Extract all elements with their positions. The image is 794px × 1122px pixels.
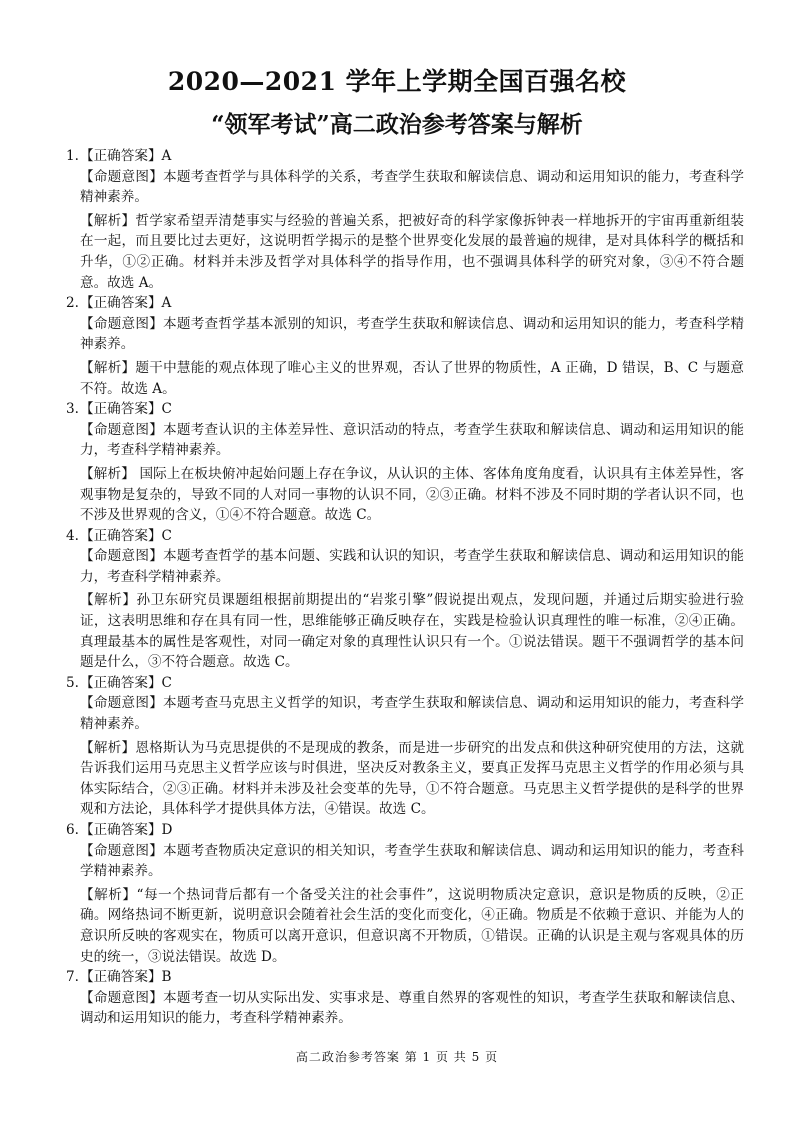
question-7 bbox=[66, 967, 744, 1029]
correct-answer: 【正确答案】B bbox=[80, 969, 172, 986]
question-number: 3. bbox=[66, 401, 79, 418]
document-subtitle: “领军考试”高二政治参考答案与解析 bbox=[211, 111, 583, 138]
question-1 bbox=[66, 146, 744, 293]
question-4 bbox=[66, 526, 744, 673]
correct-answer: 【正确答案】A bbox=[80, 295, 172, 312]
question-intent: 【命题意图】本题考查马克思主义哲学的知识，考查学生获取和解读信息、调动和运用知识的能力，考查科学精神素养。 bbox=[80, 695, 744, 733]
question-intent: 【命题意图】本题考查哲学与具体科学的关系，考查学生获取和解读信息、调动和运用知识的能力，考查科学精神素养。 bbox=[80, 168, 744, 206]
question-number: 1. bbox=[66, 148, 79, 164]
question-analysis: 【解析】恩格斯认为马克思提供的不是现成的教条，而是进一步研究的出发点和供这种研究使用的方法，这就告诉我们运用马克思主义哲学应该与时俱进，坚决反对教条主义，要真正发挥马克思主义哲学的作用必须与具体实际结合，②③正确。材料并未涉及社会变革的先导，①不符合题意。马克思主义哲学提供的是科学的世界观和方法论，具体科学才提供具体方法，④错误。故选 C。 bbox=[80, 739, 744, 818]
question-analysis: 【解析】 国际上在板块俯冲起始问题上存在争议，从认识的主体、客体角度角度看，认识具有主体差异性，客观事物是复杂的，导致不同的人对同一事物的认识不同，②③正确。材料不涉及不同时期的学者认识不同，也不涉及世界观的含义，①④不符合题意。故选 C。 bbox=[80, 465, 744, 524]
question-intent: 【命题意图】本题考查一切从实际出发、实事求是、尊重自然界的客观性的知识，考查学生获取和解读信息、调动和运用知识的能力，考查科学精神素养。 bbox=[80, 989, 744, 1027]
question-number: 7. bbox=[66, 969, 79, 986]
question-intent: 【命题意图】本题考查认识的主体差异性、意识活动的特点，考查学生获取和解读信息、调动和运用知识的能力，考查科学精神素养。 bbox=[80, 421, 744, 459]
question-analysis: 【解析】题干中慧能的观点体现了唯心主义的世界观，否认了世界的物质性，A 正确，D 错误，B、C 与题意不符。故选 A。 bbox=[80, 359, 744, 397]
question-5 bbox=[66, 673, 744, 820]
correct-answer: 【正确答案】A bbox=[80, 148, 172, 164]
question-analysis: 【解析】哲学家希望弄清楚事实与经验的普遍关系，把被好奇的科学家像拆钟表一样地拆开的宇宙再重新组装在一起，而且要比过去更好，这说明哲学揭示的是整个世界变化发展的最普遍的规律，是对具体科学的概括和升华，①②正确。材料并未涉及哲学对具体科学的指导作用，也不强调具体科学的研究对象，③④不符合题意。故选 A。 bbox=[80, 212, 744, 291]
question-analysis: 【解析】孙卫东研究员课题组根据前期提出的“岩浆引擎”假说提出观点，发现问题，并通过后期实验进行验证，这表明思维和存在具有同一性，思维能够正确反映存在，实践是检验认识真理性的唯一标准，②④正确。真理最基本的属性是客观性，对同一确定对象的真理性认识只有一个。①说法错误。题干不强调哲学的基本问题是什么，③不符合题意。故选 C。 bbox=[80, 592, 744, 671]
question-intent: 【命题意图】本题考查哲学基本派别的知识，考查学生获取和解读信息、调动和运用知识的能力，考查科学精神素养。 bbox=[80, 315, 744, 353]
question-2 bbox=[66, 293, 744, 399]
correct-answer: 【正确答案】C bbox=[80, 401, 172, 418]
question-number: 2. bbox=[66, 295, 79, 312]
correct-answer: 【正确答案】D bbox=[80, 822, 173, 838]
question-number: 6. bbox=[66, 822, 79, 838]
question-intent: 【命题意图】本题考查哲学的基本问题、实践和认识的知识，考查学生获取和解读信息、调动和运用知识的能力，考查科学精神素养。 bbox=[80, 548, 744, 585]
question-intent: 【命题意图】本题考查物质决定意识的相关知识，考查学生获取和解读信息、调动和运用知识的能力，考查科学精神素养。 bbox=[80, 842, 744, 880]
document-title: 2020—2021 学年上学期全国百强名校 bbox=[167, 67, 627, 96]
question-3 bbox=[66, 399, 744, 526]
question-analysis: 【解析】“每一个热词背后都有一个备受关注的社会事件”，这说明物质决定意识，意识是物质的反映，②正确。网络热词不断更新，说明意识会随着社会生活的变化而变化，④正确。物质是不依赖于意识、并能为人的意识所反映的客观实在，物质可以离开意识，但意识离不开物质，①错误。正确的认识是主观与客观具体的历史的统一，③说法错误。故选 D。 bbox=[80, 886, 744, 965]
correct-answer: 【正确答案】C bbox=[80, 674, 172, 691]
correct-answer: 【正确答案】C bbox=[80, 527, 172, 544]
question-6 bbox=[66, 820, 744, 967]
answer-list bbox=[66, 146, 744, 1029]
question-number: 4. bbox=[66, 527, 79, 544]
page-footer: 高二政治参考答案 第 1 页 共 5 页 bbox=[295, 1050, 499, 1064]
question-number: 5. bbox=[66, 674, 79, 691]
